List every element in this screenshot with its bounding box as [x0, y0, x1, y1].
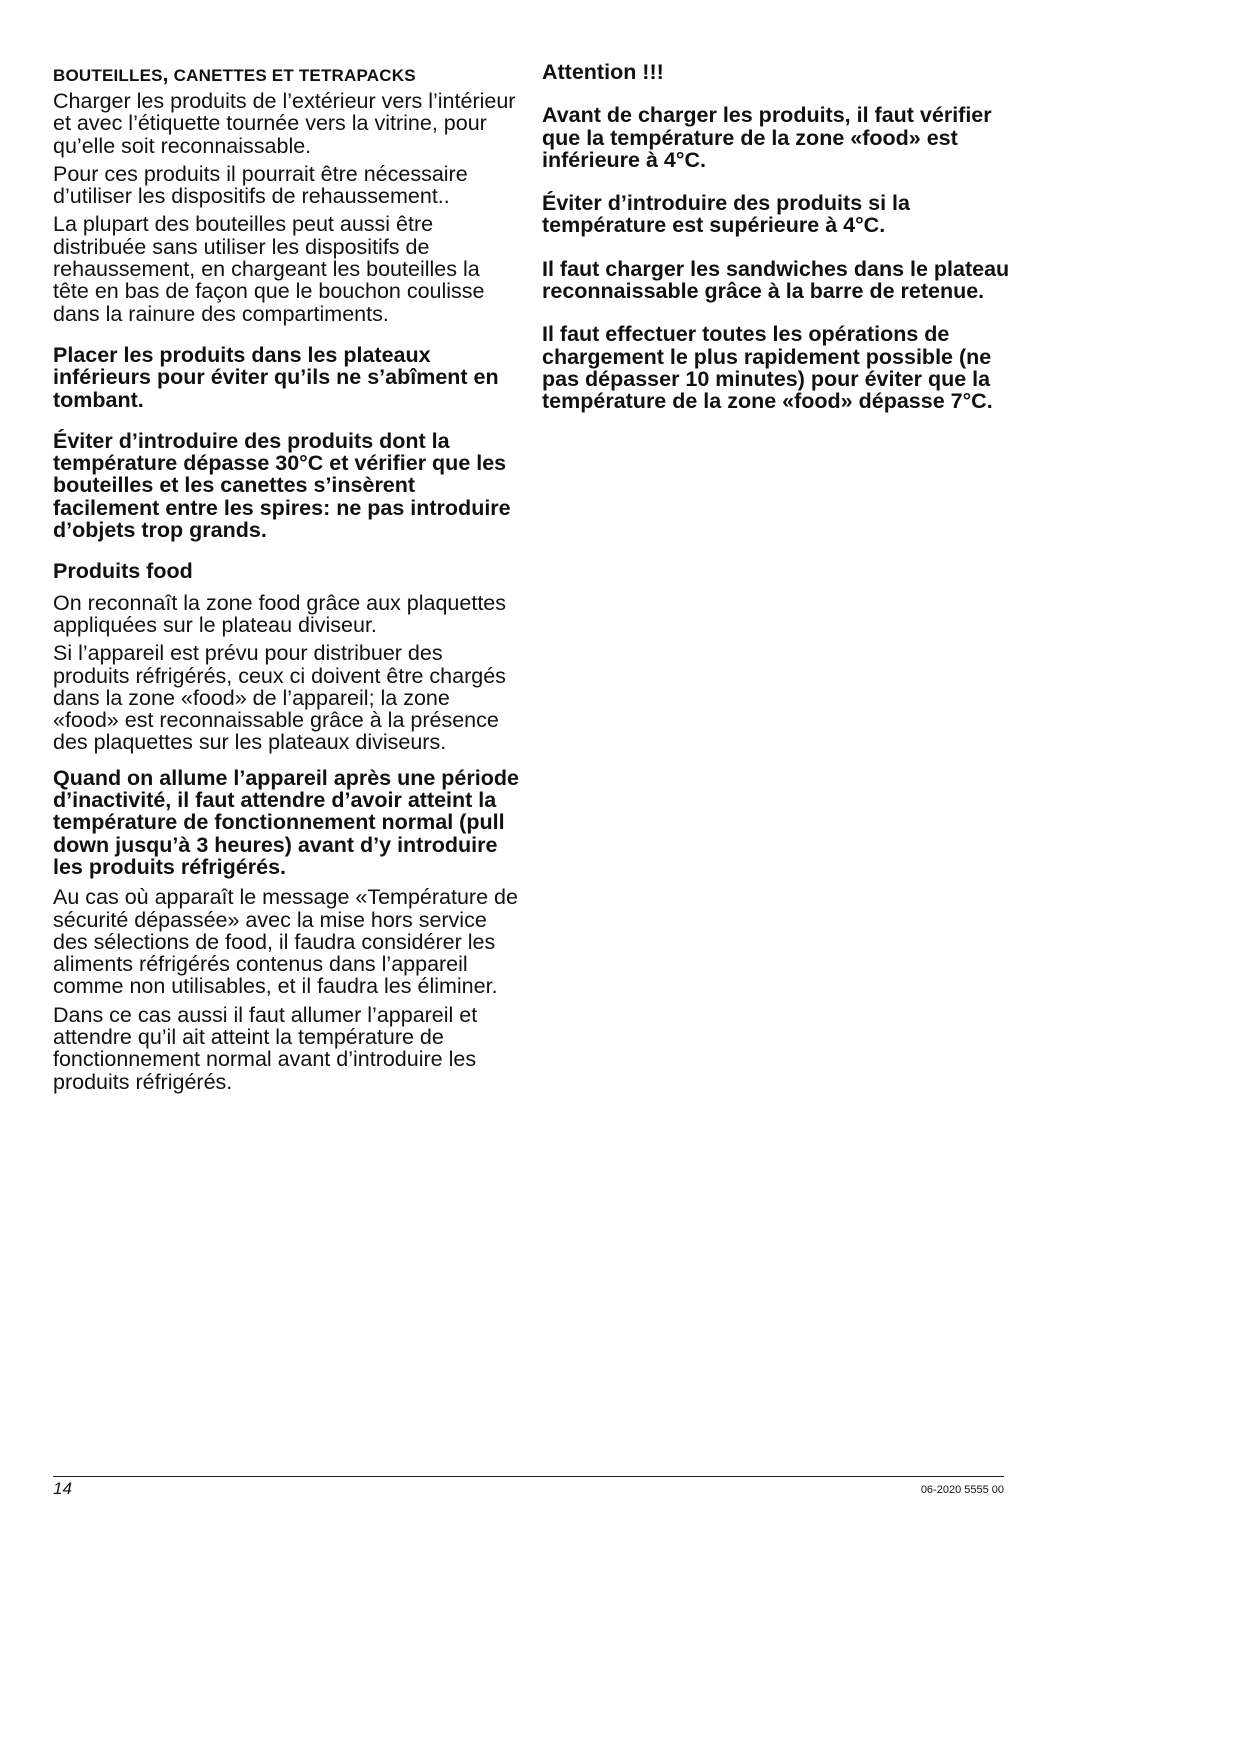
section-title-part2: CANETTES ET TETRAPACKS — [168, 66, 416, 85]
warning-loading-speed: Il faut effectuer toutes les opérations de chargement le plus rapidement possible (ne pas dépasser 10 minutes) pour éviter que la température de la zone «food» dépasse 7°C. — [542, 322, 993, 414]
warning-lower-trays: Placer les produits dans les plateaux inférieurs pour éviter qu’ils ne s’abîment en tombant. — [53, 342, 499, 412]
right-column — [542, 60, 1012, 413]
footer-divider — [53, 1476, 1004, 1477]
document-code: 06-2020 5555 00 — [920, 1484, 1004, 1496]
section-title-part1: BOUTEILLES — [53, 66, 163, 85]
paragraph-food-zone-plates: On reconnaît la zone food grâce aux plaquettes appliquées sur le plateau diviseur. — [53, 590, 507, 637]
paragraph-restart-appliance: Dans ce cas aussi il faut allumer l’appareil et attendre qu’il ait atteint la température de fonctionnement normal avant d’introduire les produits réfrigérés. — [53, 1002, 478, 1094]
paragraph-refrigerated-products: Si l’appareil est prévu pour distribuer des produits réfrigérés, ceux ci doivent être chargés dans la zone «food» de l’appareil; la zone «food» est reconnaissable grâce à la présence des plaquettes sur les plateaux diviseurs. — [53, 641, 506, 755]
warning-check-food-temperature: Avant de charger les produits, il faut vérifier que la température de la zone «food» est inférieure à 4°C. — [542, 103, 992, 172]
paragraph-bottles-upside-down: La plupart des bouteilles peut aussi être distribuée sans utiliser les dispositifs de rehaussement, en chargeant les bouteilles la tête en bas de façon que le bouchon coulisse dans la rainure des compartiments. — [53, 212, 485, 326]
warning-pull-down: Quand on allume l’appareil après une période d’inactivité, il faut attendre d’avoir atteint la température de fonctionnement normal (pull down jusqu’à 3 heures) avant d’y introduire les produits réfrigérés. — [53, 765, 519, 879]
section-title-comma: , — [162, 63, 169, 86]
warning-sandwich-tray: Il faut charger les sandwiches dans le plateau reconnaissable grâce à la barre de retenue. — [542, 256, 1010, 304]
page-number: 14 — [53, 1479, 72, 1498]
subheading-food-products: Produits food — [53, 559, 193, 584]
paragraph-raising-devices: Pour ces produits il pourrait être nécessaire d’utiliser les dispositifs de rehaussement.. — [53, 161, 468, 209]
warning-avoid-above-4c: Éviter d’introduire des produits si la température est supérieure à 4°C. — [542, 191, 910, 238]
warning-temperature-30: Éviter d’introduire des produits dont la température dépasse 30°C et vérifier que les bouteilles et les canettes s’insèrent facilement entre les spires: ne pas introduire d’objets trop grands. — [53, 428, 511, 543]
attention-heading: Attention !!! — [542, 60, 664, 84]
paragraph-safety-temperature-message: Au cas où apparaît le message «Température de sécurité dépassée» avec la mise hors service des sélections de food, il faudra considérer les aliments réfrigérés contenus dans l’appareil comme non utilisables, et il faudra les éliminer. — [53, 885, 518, 999]
paragraph-loading-order: Charger les produits de l’extérieur vers l’intérieur et avec l’étiquette tournée vers la vitrine, pour qu’elle soit reconnaissable. — [53, 89, 516, 158]
section-title — [53, 65, 521, 86]
left-column — [53, 60, 521, 1099]
